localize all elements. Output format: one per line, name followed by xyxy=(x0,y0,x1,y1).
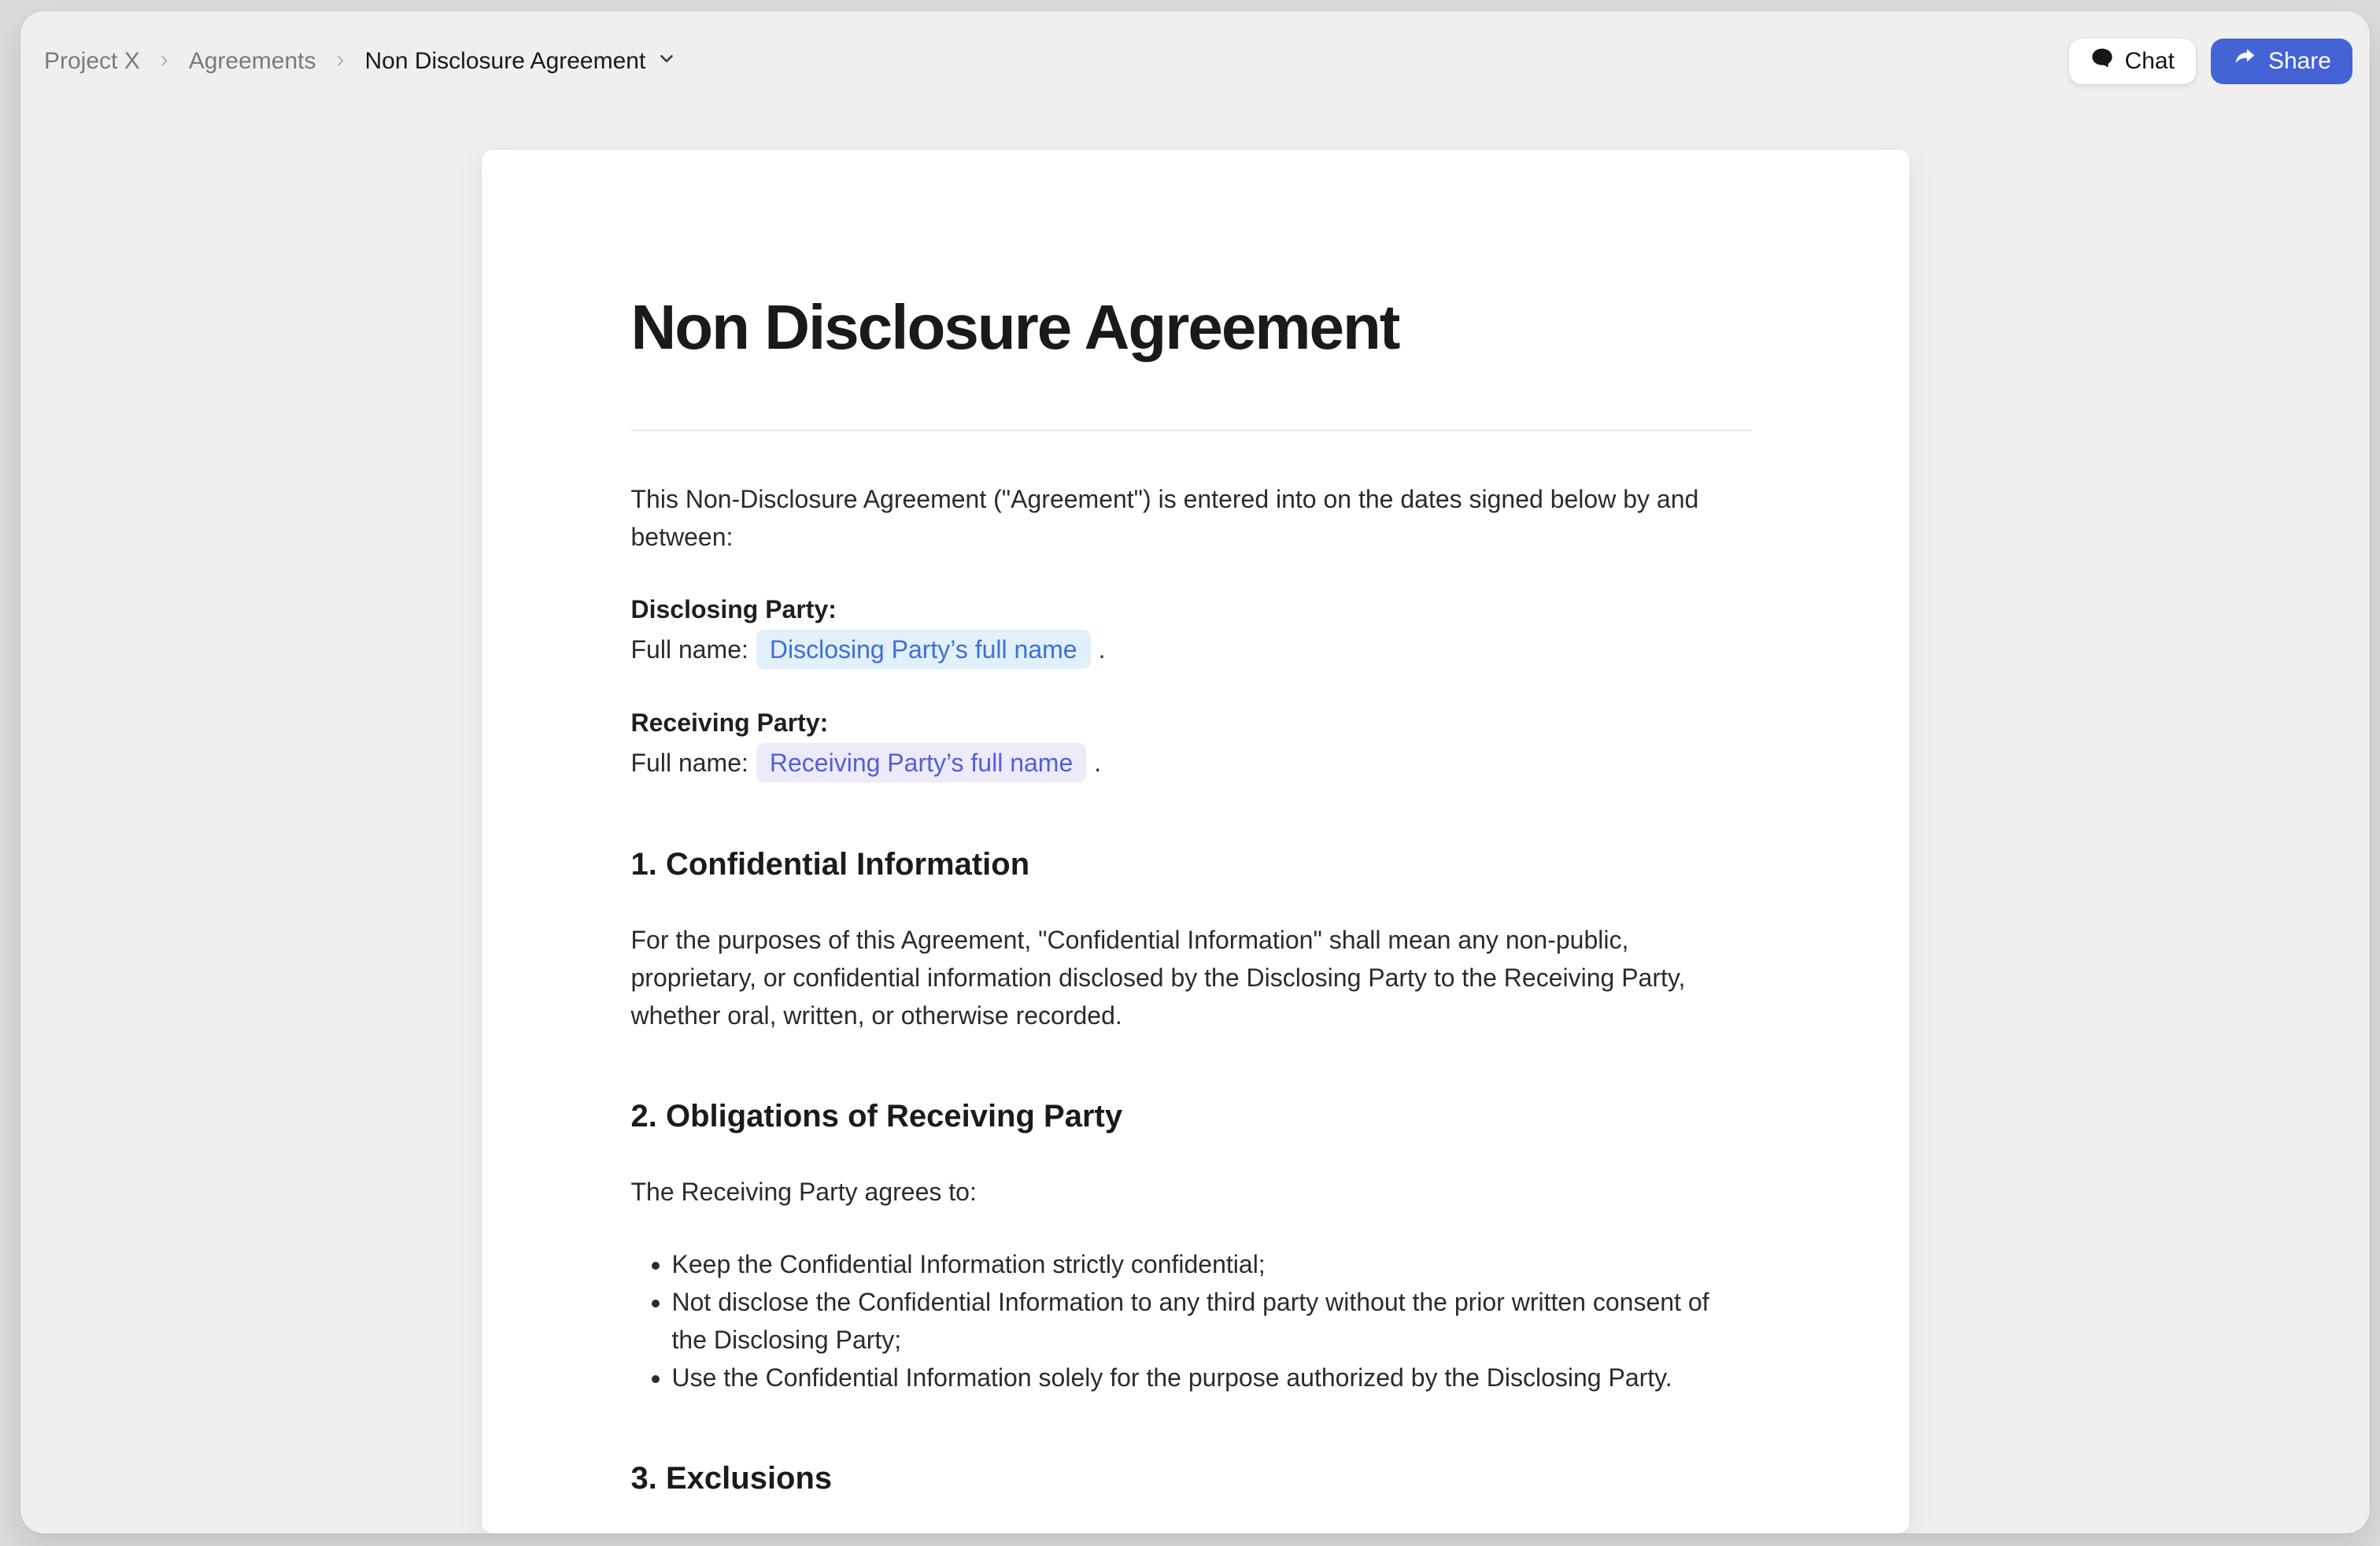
chevron-down-icon[interactable] xyxy=(656,48,677,75)
breadcrumb-current-document[interactable] xyxy=(364,48,677,75)
list-item[interactable]: • Not disclose the Confidential Information to any third party without the prior written consent of the Disclosing Party; xyxy=(672,1283,1733,1359)
receiving-party-label: Receiving Party: xyxy=(630,708,829,737)
full-name-label: Full name: xyxy=(630,635,748,664)
list-item[interactable]: • Use the Confidential Information solely for the purpose authorized by the Disclosing Party. xyxy=(672,1359,1733,1396)
disclosing-party-name-field[interactable]: Disclosing Party’s full name xyxy=(756,630,1091,669)
period-suffix: . xyxy=(1098,635,1106,664)
chevron-right-icon: › xyxy=(160,46,168,72)
receiving-party-name-field[interactable]: Receiving Party’s full name xyxy=(756,743,1086,782)
chat-button-label: Chat xyxy=(2124,48,2175,74)
section-1-heading[interactable]: 1. Confidential Information xyxy=(630,847,1030,882)
share-arrow-icon xyxy=(2232,46,2257,77)
top-bar xyxy=(20,11,2370,99)
section-1-paragraph[interactable]: For the purposes of this Agreement, "Confidential Information" shall mean any non-public, proprietary, or confidential information disclosed by the Disclosing Party to the Receiving Party, whether oral, written, or otherwise recorded. xyxy=(630,926,1686,1030)
document-name-label: Non Disclosure Agreement xyxy=(364,48,646,74)
section-3-heading[interactable]: 3. Exclusions xyxy=(630,1461,833,1496)
chat-button[interactable] xyxy=(2069,39,2196,84)
app-window xyxy=(20,11,2370,1533)
document-page xyxy=(482,150,1909,1533)
section-2-heading[interactable]: 2. Obligations of Receiving Party xyxy=(630,1099,1123,1134)
disclosing-party-block[interactable] xyxy=(631,590,1752,669)
breadcrumb xyxy=(44,48,677,75)
receiving-party-block[interactable] xyxy=(631,704,1752,782)
document-canvas xyxy=(20,112,2370,1533)
breadcrumb-item-project[interactable]: Project X xyxy=(44,48,140,74)
share-button-label: Share xyxy=(2267,48,2331,74)
disclosing-party-label: Disclosing Party: xyxy=(630,595,837,623)
full-name-label: Full name: xyxy=(630,749,748,777)
list-item[interactable]: • Keep the Confidential Information strictly confidential; xyxy=(672,1245,1733,1283)
breadcrumb-item-agreements[interactable]: Agreements xyxy=(188,48,316,74)
chevron-right-icon: › xyxy=(336,46,345,72)
divider xyxy=(631,430,1752,431)
section-2-paragraph[interactable]: The Receiving Party agrees to: xyxy=(630,1178,977,1206)
document-title[interactable]: Non Disclosure Agreement xyxy=(630,292,1399,362)
period-suffix: . xyxy=(1094,749,1102,777)
intro-paragraph[interactable]: This Non-Disclosure Agreement ("Agreement") is entered into on the dates signed below by and between: xyxy=(630,485,1699,551)
chat-bubble-icon xyxy=(2090,46,2114,76)
share-button[interactable] xyxy=(2211,39,2352,84)
obligations-list xyxy=(631,1245,1733,1396)
